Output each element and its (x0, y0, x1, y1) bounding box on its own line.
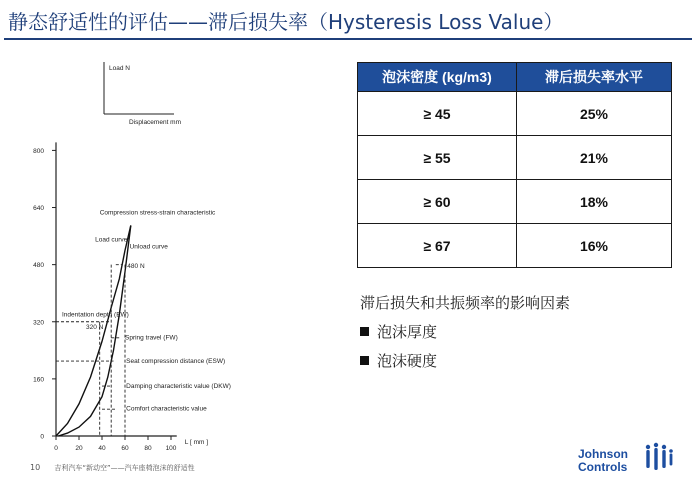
loss-cell: 16% (517, 224, 672, 268)
x-tick-label: 60 (121, 445, 129, 452)
inset-x-label: Displacement mm (129, 119, 182, 126)
x-tick-label: 100 (165, 445, 177, 452)
table-header: 滞后损失率水平 (517, 63, 672, 92)
footer-text: 吉利汽车“新动空”——汽车座椅泡沫的舒适性 (54, 464, 195, 472)
density-cell: ≥ 67 (358, 224, 517, 268)
company-logo (578, 441, 688, 477)
page-number: 10 (30, 463, 41, 472)
logo-line2: Controls (578, 460, 628, 474)
logo-figures-icon (640, 441, 676, 477)
x-tick-label: 80 (144, 445, 152, 452)
chart-annotation: Compression stress-strain characteristic (99, 209, 216, 217)
loss-cell: 21% (517, 136, 672, 180)
chart-annotation: Comfort characteristic value (126, 405, 207, 413)
hysteresis-chart (26, 52, 356, 462)
density-cell: ≥ 55 (358, 136, 517, 180)
table-header: 泡沫密度 (kg/m3) (358, 63, 517, 92)
chart-annotation: 480 N (127, 263, 145, 271)
chart-annotation: Indentation depth (EW) (62, 311, 129, 319)
factors-heading: 滞后损失和共振频率的影响因素 (360, 294, 571, 312)
y-tick-label: 0 (40, 433, 44, 441)
influence-factors (360, 292, 570, 379)
factor-label: 泡沫厚度 (377, 323, 438, 341)
chart-annotation: Spring travel (FW) (125, 334, 178, 342)
loss-cell: 18% (517, 180, 672, 224)
page-title: 静态舒适性的评估——滞后损失率（Hysteresis Loss Value） (8, 10, 564, 34)
y-tick-label: 640 (33, 205, 44, 213)
chart-annotation: Seat compression distance (ESW) (126, 357, 226, 365)
y-tick-label: 480 (33, 262, 44, 270)
x-tick-label: 20 (75, 445, 83, 452)
footer (30, 463, 195, 473)
loss-cell: 25% (517, 92, 672, 136)
factor-label: 泡沫硬度 (377, 352, 438, 370)
y-tick-label: 800 (33, 147, 44, 155)
y-tick-label: 160 (33, 376, 44, 384)
density-cell: ≥ 45 (358, 92, 517, 136)
y-tick-label: 320 (33, 319, 44, 327)
table-row (358, 224, 672, 268)
density-hysteresis-table (357, 62, 672, 268)
table-row (358, 92, 672, 136)
title-divider (4, 38, 692, 40)
logo-wordmark (578, 448, 628, 474)
table-row (358, 180, 672, 224)
chart-annotation: Unload curve (129, 243, 168, 251)
x-tick-label: 40 (98, 445, 106, 452)
factor-item (360, 350, 570, 371)
x-axis-label: L [ mm ] (184, 439, 209, 446)
factor-item (360, 321, 570, 342)
chart-annotation: Load curve (95, 236, 128, 244)
square-bullet-icon (360, 356, 369, 365)
inset-y-label: Load N (109, 65, 130, 72)
table-row (358, 136, 672, 180)
x-tick-label: 0 (54, 445, 58, 452)
chart-annotation: Damping characteristic value (DKW) (126, 382, 231, 390)
logo-line1: Johnson (578, 447, 628, 461)
table-header-row (358, 63, 672, 92)
density-cell: ≥ 60 (358, 180, 517, 224)
square-bullet-icon (360, 327, 369, 336)
chart-annotation: 320 N (86, 323, 104, 331)
